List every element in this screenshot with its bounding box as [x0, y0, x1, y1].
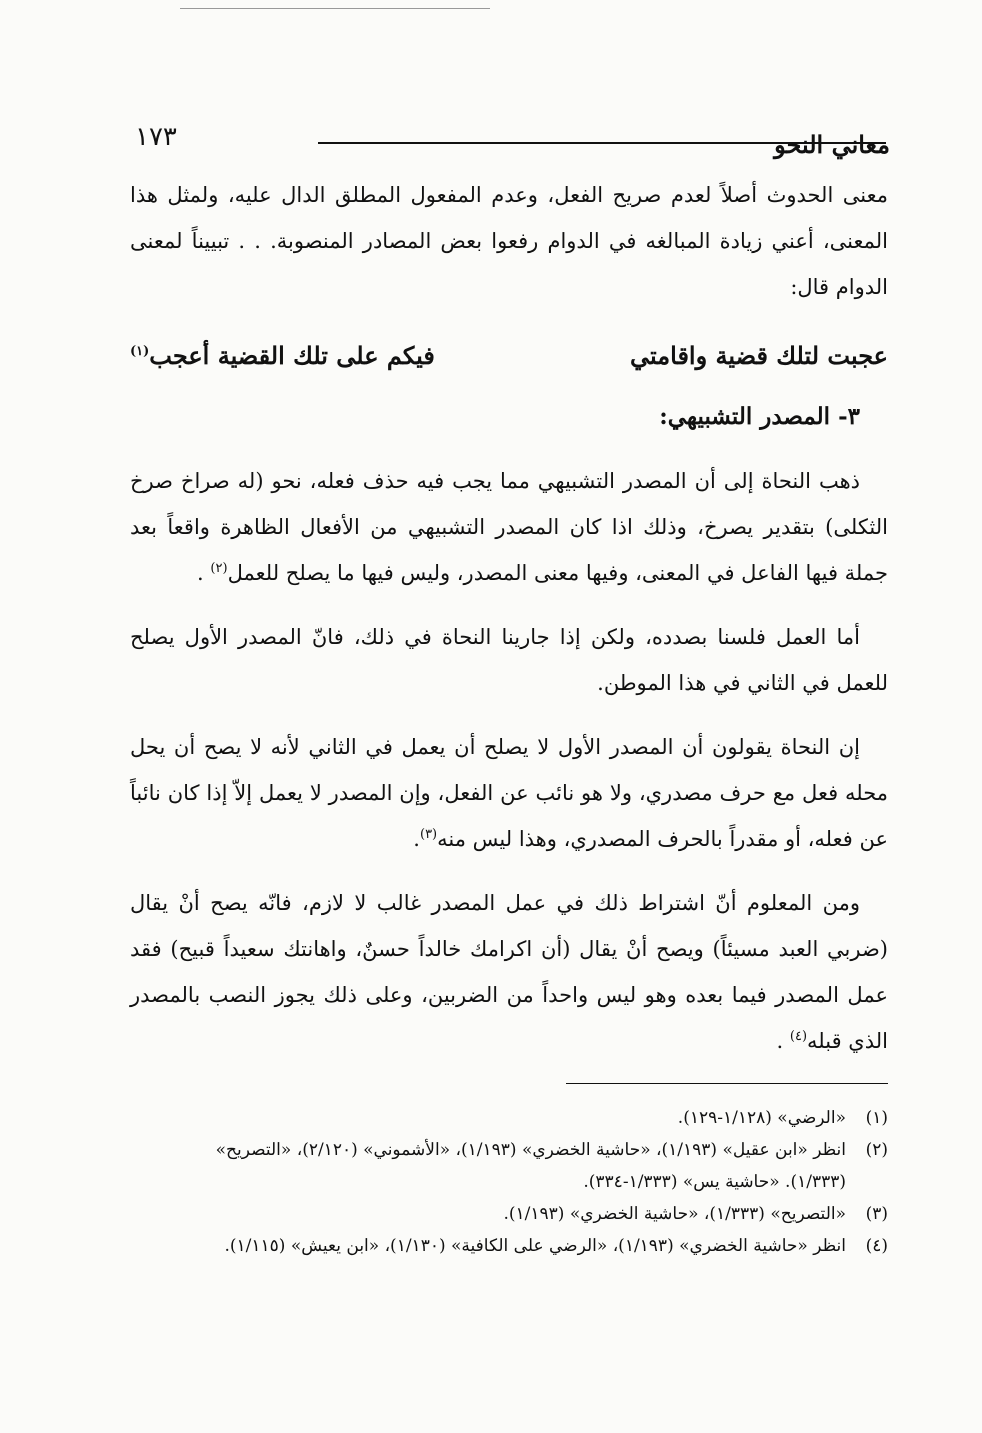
footnote-rule — [566, 1083, 888, 1084]
footnote-ref-1: (١) — [130, 344, 150, 359]
footnote-number: (٤) — [865, 1236, 888, 1256]
footnote-number: (١) — [865, 1108, 888, 1128]
footnote-number: (٢) — [865, 1140, 888, 1160]
paragraph-2-text: ذهب النحاة إلى أن المصدر التشبيهي مما يجب فيه حذف فعله، نحو (له صراخ صرخ الثكلى) بتقدير يصرخ، وذلك اذا كان المصدر التشبيهي من الأفعال الظاهرة واقعاً بعد جملة فيها الفاعل في المعنى، وفيها معنى المصدر، وليس فيها ما يصلح للعمل — [130, 469, 888, 585]
top-edge-rule — [180, 8, 490, 9]
footnote-text: انظر «حاشية الخضري» (١/١٩٣)، «الرضي على الكافية» (١/١٣٠)، «ابن يعيش» (١/١١٥). — [224, 1236, 846, 1256]
verse-hemistich-2-text: فيكم على تلك القضية أعجب — [149, 341, 435, 370]
period-2: . — [197, 561, 204, 585]
footnote-ref-4: (٤) — [789, 1029, 808, 1044]
paragraph-1: معنى الحدوث أصلاً لعدم صريح الفعل، وعدم المفعول المطلق الدال عليه، ولمثل هذا المعنى، أعني زيادة المبالغه في الدوام رفعوا بعض المصادر المنصوبة. . . تبييناً لمعنى الدوام قال: — [130, 183, 888, 299]
footnote-ref-3: (٣) — [419, 827, 438, 842]
paragraph-4 — [130, 724, 888, 862]
paragraph-3: أما العمل فلسنا بصدده، ولكن إذا جارينا النحاة في ذلك، فانّ المصدر الأول يصلح للعمل في الثاني في هذا الموطن. — [130, 625, 888, 695]
poetry-verse — [130, 332, 888, 380]
footnote-2 — [120, 1134, 888, 1166]
section-heading: ٣- المصدر التشبيهي: — [659, 403, 860, 430]
footnote-text: «التصريح» (١/٣٣٣)، «حاشية الخضري» (١/١٩٣). — [503, 1204, 846, 1224]
footnote-ref-2: (٢) — [210, 561, 228, 576]
footnote-1 — [120, 1102, 888, 1134]
paragraph-2 — [130, 458, 888, 596]
running-header — [130, 118, 890, 168]
footnote-number: (٣) — [865, 1204, 888, 1224]
period-5: . — [776, 1029, 784, 1053]
verse-hemistich-2 — [130, 332, 435, 380]
footnote-3 — [120, 1198, 888, 1230]
footnote-text: «الرضي» (١/١٢٨-١٢٩). — [677, 1108, 846, 1128]
paragraph-5-text: ومن المعلوم أنّ اشتراط ذلك في عمل المصدر غالب لا لازم، فانّه يصح أنْ يقال (ضربي العبد مسيئاً) ويصح أنْ يقال (أن اكرامك خالداً حسنٌ، واهانتك سعيداً قبيح) فقد عمل المصدر فيما بعده وهو ليس واحداً من الضربين، وعلى ذلك يجوز النصب بالمصدر الذي قبله — [130, 891, 888, 1053]
verse-hemistich-1: عجبت لتلك قضية واقامتي — [630, 341, 888, 370]
footnote-text: انظر «ابن عقيل» (١/١٩٣)، «حاشية الخضري» (١/١٩٣)، «الأشموني» (٢/١٢٠)، «التصريح» — [215, 1140, 846, 1160]
footnote-2-continuation: (١/٣٣٣). «حاشية يس» (١/٣٣٣-٣٣٤). — [583, 1172, 846, 1192]
page-number: ١٧٣ — [135, 122, 177, 152]
period-4: . — [413, 827, 420, 851]
footnotes — [120, 1102, 888, 1262]
main-text — [130, 172, 888, 1064]
running-title: معاني النحو — [774, 130, 890, 159]
footnote-4 — [120, 1230, 888, 1262]
paragraph-4-text: إن النحاة يقولون أن المصدر الأول لا يصلح أن يعمل في الثاني لأنه لا يصح أن يحل محله فعل مع حرف مصدري، ولا هو نائب عن الفعل، وإن المصدر لا يعمل إلاّ إذا كان نائباً عن فعله، أو مقدراً بالحرف المصدري، وهذا ليس منه — [130, 735, 888, 851]
paragraph-5 — [130, 880, 888, 1064]
